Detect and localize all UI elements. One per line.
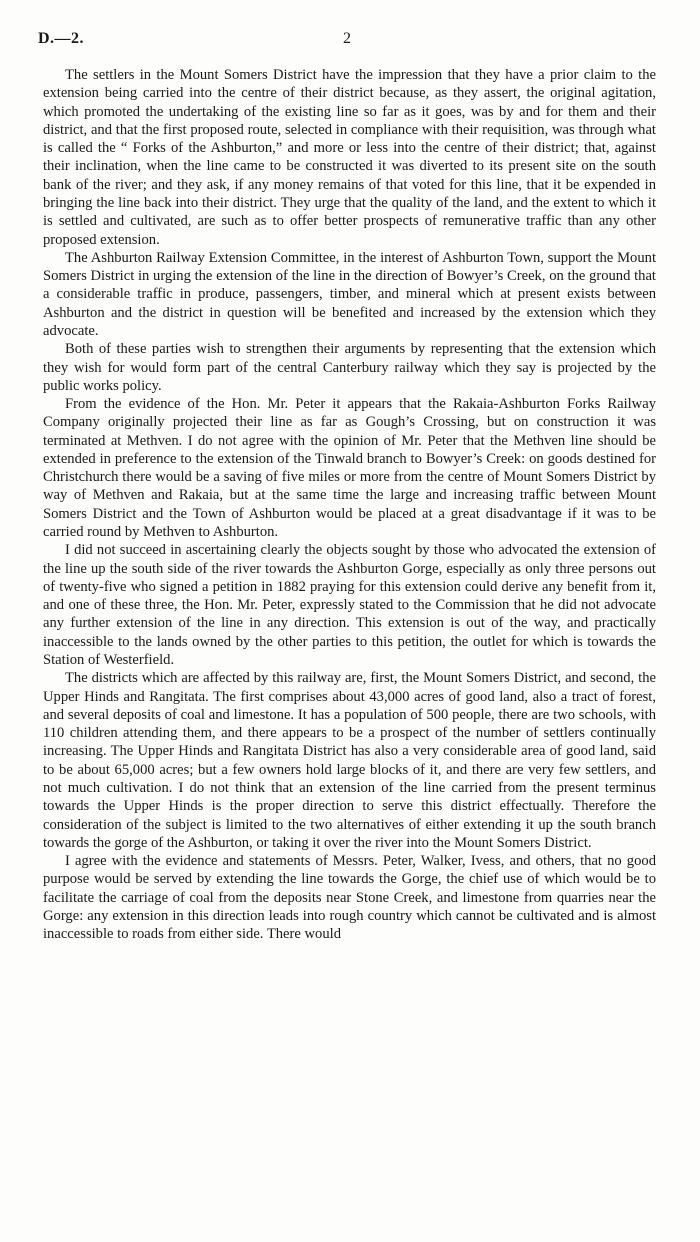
paragraph-districts-affected: The districts which are affected by this railway are, first, the Mount Somers District, and second, the Upper Hinds and Rangitata. The first comprises about 43,000 acres of good land, also a tract of forest, and several deposits of coal and limestone. It has a population of 500 people, there are two schools, with 110 children attending them, and there appears to be a prospect of the number of settlers continually increasing. The Upper Hinds and Rangitata District has also a very considerable area of good land, said to be about 65,000 acres; but a few owners hold large blocks of it, and there are very few settlers, and not much cultivation. I do not think that an extension of the line carried from the present terminus towards the Upper Hinds is the proper direction to serve this district effectually. Therefore the consideration of the subject is limited to the two alternatives of either extending it up the south branch towards the gorge of the Ashburton, or taking it over the river into the Mount Somers District. [43, 670, 656, 851]
paragraph-gorge-extension: I did not succeed in ascertaining clearly the objects sought by those who advocated the extension of the line up the south side of the river towards the Ashburton Gorge, especially as only three persons out of twenty-five who signed a petition in 1882 praying for this extension could derive any benefit from it, and one of these three, the Hon. Mr. Peter, expressly stated to the Commission that he did not advocate any further extension of the line in any direction. This extension is out of the way, and practically inaccessible to the lands owned by the other parties to this petition, the outlet for which is towards the Station of Westerfield. [43, 542, 656, 668]
page-number: 2 [343, 30, 351, 47]
document-reference: D.—2. [38, 30, 85, 47]
document-page [38, 30, 656, 944]
paragraph-central-railway: Both of these parties wish to strengthen their arguments by representing that the extension which they wish for would form part of the central Canterbury railway which they say is projected by the public works policy. [43, 341, 656, 394]
paragraph-settlers-claim: The settlers in the Mount Somers District have the impression that they have a prior claim to the extension being carried into the centre of their district because, as they assert, the original agitation, which promoted the undertaking of the existing line so far as it goes, was by and for them and their district, and that the first proposed route, selected in compliance with their requisition, was through what is called the “ Forks of the Ashburton,” and more or less into the centre of their district; that, against their inclination, when the line came to be constructed it was diverted to its present site on the south bank of the river; and they ask, if any money remains of that voted for this line, that it be expended in bringing the line back into their district. They urge that the quality of the land, and the extent to which it is settled and cultivated, are such as to offer better prospects of remunerative traffic than any other proposed extension. [43, 67, 656, 248]
body-text [43, 66, 656, 944]
paragraph-agreement: I agree with the evidence and statements of Messrs. Peter, Walker, Ivess, and others, that no good purpose would be served by extending the line towards the Gorge, the chief use of which would be to facilitate the carriage of coal from the deposits near Stone Creek, and limestone from quarries near the Gorge: any extension in this direction leads into rough country which cannot be cultivated and is almost inaccessible to roads from either side. There would [43, 853, 656, 943]
paragraph-peter-evidence: From the evidence of the Hon. Mr. Peter it appears that the Rakaia-Ashburton Forks Railway Company originally projected their line as far as Gough’s Crossing, but on construction it was terminated at Methven. I do not agree with the opinion of Mr. Peter that the Methven line should be extended in preference to the extension of the Tinwald branch to Bowyer’s Creek: on goods destined for Christchurch there would be a saving of five miles or more from the centre of Mount Somers District by way of Methven and Rakaia, but at the same time the large and increasing traffic between Mount Somers District and the Town of Ashburton would be placed at a great disadvantage if it was to be carried round by Methven to Ashburton. [43, 396, 656, 541]
page-header [38, 30, 656, 56]
paragraph-extension-committee: The Ashburton Railway Extension Committee, in the interest of Ashburton Town, support the Mount Somers District in urging the extension of the line in the direction of Bowyer’s Creek, on the ground that a considerable traffic in produce, passengers, timber, and mineral which at present exists between Ashburton and the district in question will be benefited and increased by the extension which they advocate. [43, 249, 656, 339]
